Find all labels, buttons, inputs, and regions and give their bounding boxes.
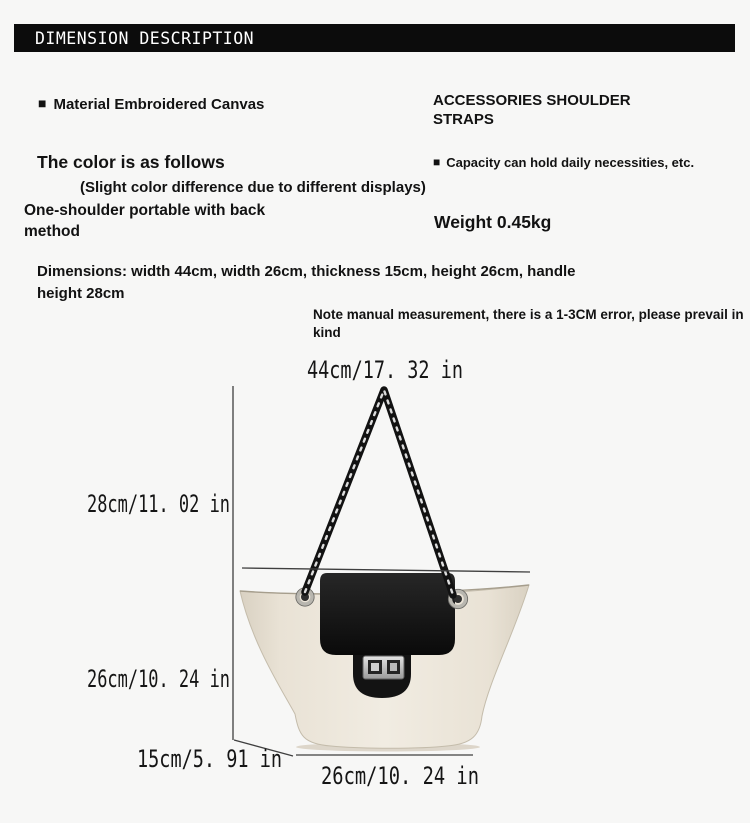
section-title: DIMENSION DESCRIPTION — [35, 29, 255, 48]
top-width-measure-line — [242, 568, 530, 572]
color-note: (Slight color difference due to different displays) — [80, 179, 426, 196]
capacity-text: Capacity can hold daily necessities, etc. — [446, 155, 695, 170]
carry-method-text: One-shoulder portable with back method — [24, 202, 266, 240]
handle-height-label: 28cm/11. 02 in — [87, 490, 230, 518]
accessories-text: ACCESSORIES SHOULDER STRAPS — [433, 92, 631, 128]
chain-strap — [305, 390, 453, 595]
square-bullet-icon: ■ — [38, 95, 47, 111]
bag-flap — [320, 573, 455, 655]
material-text: Material Embroidered Canvas — [53, 96, 265, 113]
thickness-label: 15cm/5. 91 in — [137, 745, 282, 773]
dimensions-text: Dimensions: width 44cm, width 26cm, thickness 15cm, height 26cm, handle height 28cm — [37, 263, 576, 302]
weight-text: Weight 0.45kg — [434, 212, 552, 232]
top-width-label: 44cm/17. 32 in — [307, 356, 463, 384]
square-bullet-icon: ■ — [433, 155, 441, 169]
measurement-note-text: Note manual measurement, there is a 1-3CM error, please prevail in kind — [313, 307, 744, 340]
turn-lock — [363, 656, 404, 679]
bag-height-label: 26cm/10. 24 in — [87, 665, 230, 693]
bottom-width-label: 26cm/10. 24 in — [321, 762, 479, 790]
color-title: The color is as follows — [37, 152, 225, 172]
